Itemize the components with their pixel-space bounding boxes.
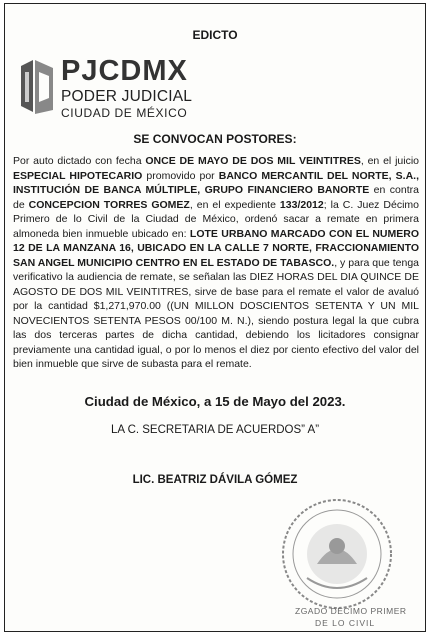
body-text: promovido por [142,169,219,182]
court-seal-icon [277,494,397,624]
logo-line2: CIUDAD DE MÉXICO [61,106,188,120]
section-heading: SE CONVOCAN POSTORES: [133,132,297,146]
pjcdmx-emblem-icon [17,58,57,116]
pjcdmx-logo [17,52,197,128]
seal-text: DE LO CIVIL [315,618,376,628]
body-plaintiff: BANCO MERCANTIL DEL NORTE, S.A., INSTITUCIÓN DE BANCA MÚLTIPLE, GRUPO FINANCIERO BANORTE [13,169,419,196]
body-defendant: CONCEPCION TORRES GOMEZ [28,198,190,211]
body-text: ; la C. Juez Décimo Primero de lo Civil de la Ciudad de México, ordenó sacar a remate en primera almoneda bien inmueble ubicado en: [13,198,419,240]
document-title: EDICTO [192,28,238,42]
body-text: , en el expediente [189,198,280,211]
seal-text: ZGADO DECIMO PRIMER [295,606,407,616]
signer-name: LIC. BEATRIZ DÁVILA GÓMEZ [132,474,298,486]
body-text: , en el juicio [360,155,420,167]
secretaria-line: LA C. SECRETARIA DE ACUERDOS” A” [110,424,320,436]
edict-body [13,154,419,372]
date-line: Ciudad de México, a 15 de Mayo del 2023. [84,394,346,409]
body-case-type: ESPECIAL HIPOTECARIO [13,169,143,182]
body-case-number: 133/2012 [279,198,324,211]
logo-acronym: PJCDMX [61,55,188,87]
body-property: LOTE URBANO MARCADO CON EL NUMERO 12 DE LA MANZANA 16, UBICADO EN LA CALLE 7 NORTE, FRACCIONAMIENTO SAN ANGEL MUNICIPIO CENTRO EN EL ESTADO DE TABASCO. [13,227,419,269]
body-text: Por auto dictado con fecha [13,155,146,167]
document-page [4,3,426,632]
body-text: en contra de [13,184,419,211]
logo-line1: PODER JUDICIAL [61,88,193,105]
body-text: , y para que tenga verificativo la audiencia de remate, se señalan las DIEZ HORAS DEL DIA QUINCE DE AGOSTO DE DOS MIL VEINTITRES, sirve de base para el remate el valor de avaluó por la cantidad $1,271,970.00 ((UN MILLON DOSCIENTOS SETENTA Y UN MIL NOVECIENTOS SETENTA PESOS 00/100 M. N.), siendo postura legal la que cubra las dos terceras partes de dicha cantidad, debiendo los licitadores consignar previamente una cantidad igual, o por lo menos el diez por ciento efectivo del valor del bien inmueble que sirve de subasta para el remate. [13,256,419,370]
body-date: ONCE DE MAYO DE DOS MIL VEINTITRES [145,155,361,167]
